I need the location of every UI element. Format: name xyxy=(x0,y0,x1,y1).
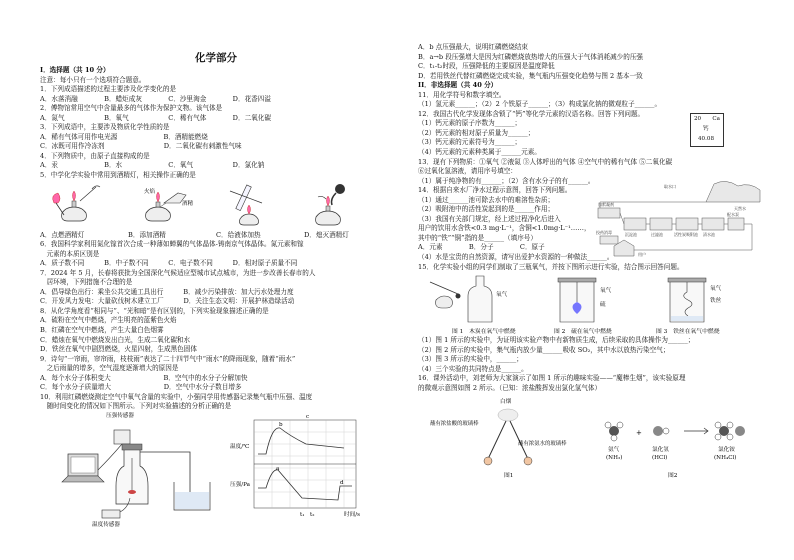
ammonia-name: 氨气 xyxy=(608,447,620,454)
fig2-oxygen-label: 氧气 xyxy=(600,288,612,295)
tick-t2-label: t₂ xyxy=(310,511,315,518)
oxygen-experiments-figure xyxy=(418,272,766,336)
fig2-sulfur-icon xyxy=(558,278,612,322)
intake-label: 取水口 xyxy=(664,184,676,190)
option-line: A．氮气 B．氧气 C．稀有气体 D．二氧化碳 xyxy=(40,113,271,122)
option-line: A．b 点压强最大，说明红磷燃烧结束 xyxy=(418,43,528,51)
question-line: （2）吸附池中的活性炭起到的是______作用； xyxy=(418,205,555,214)
question-line: （3）图 3 所示的实验中，______； xyxy=(418,355,523,364)
fig3-oxygen-label: 氧气 xyxy=(710,286,722,293)
filtering-label: 过滤池 xyxy=(651,232,663,238)
option-line: C．蜡烛在氧气中燃烧发出白光，生成二氧化碳和水 xyxy=(40,335,191,344)
instruction-note: 注意：每小只有一个选项符合题意。 xyxy=(40,75,146,84)
section-heading-choice: I．选择题（共 10 分） xyxy=(40,66,110,74)
element-symbol: Ca xyxy=(712,116,720,123)
clear-water-label: 清水池 xyxy=(703,232,715,238)
question-line: 随时间变化的情况如下图所示。下列对实验描述的分析正确的是 xyxy=(40,402,232,411)
hcl-molecule-icon xyxy=(653,426,669,436)
question-line: 其中的“铁”“铜”指的是______（填序号） xyxy=(418,233,537,242)
magic-smoke-figure xyxy=(418,393,766,479)
question-line: （2）钙元素的相对原子质量为______； xyxy=(418,128,535,137)
add-flocculant-label: 加絮凝剂 xyxy=(598,202,614,208)
question-line: （1）氢元素______；（2）2 个铁原子______；（3）构成氯化钠的微观粒子______。 xyxy=(418,100,662,109)
fig3-iron-icon xyxy=(668,278,722,322)
question-line: 11．用化学符号和数字填空。 xyxy=(418,90,506,99)
ammonium-chloride-formula: (NH₄Cl) xyxy=(714,455,737,462)
fig2-label: 图2 xyxy=(668,473,678,480)
temperature-sensor-icon xyxy=(102,510,120,518)
right-column xyxy=(418,43,766,479)
ammonium-chloride-name: 氯化铵 xyxy=(718,447,735,454)
carbon-label: 活性炭吸附池 xyxy=(674,232,698,238)
fig1-caption: 图 1 木炭在氧气中燃烧 xyxy=(452,329,516,336)
q5-option-b: B．添加酒精 xyxy=(128,230,166,239)
temperature-sensor-label: 温度传感器 xyxy=(92,521,120,528)
smoke-label: 白烟 xyxy=(500,399,512,406)
question-line: （4）三个实验的共同特点是______。 xyxy=(418,364,528,373)
lamp-a-icon xyxy=(53,185,100,220)
option-line: C．开发风力发电：大量砍伐树木建立工厂 D．关注生态文明：开展护林造绿活动 xyxy=(40,297,295,306)
question-line: 10．利用红磷燃烧测定空气中氧气含量的实验中，小强同学用传感器记录集气瓶中压强、温度 xyxy=(40,392,313,401)
question-line: 3．下列成语中，主要涉及物质化学性质的是 xyxy=(40,123,170,132)
question-line: 之后雨量的增多，空气湿度逐渐增大的原因是 xyxy=(40,364,179,373)
flocculant-tank-icon xyxy=(598,208,620,218)
atomic-number: 20 xyxy=(694,116,702,123)
hcl-rod-label: 蘸有浓盐酸的玻璃棒 xyxy=(430,421,479,428)
q10-apparatus-and-graph xyxy=(40,412,392,528)
question-block-6-10 xyxy=(40,240,392,412)
question-line: 的微观示意图如图 2 所示。（已知：浓盐酸挥发出氯化氢气体） xyxy=(418,383,602,392)
question-line: 6．我国科学家利用氮化镓首次合成一种薄如蝉翼的气体晶体-铸南京气体晶体。氮元素和镓 xyxy=(40,240,304,249)
left-column xyxy=(40,0,392,528)
settling-tank-icon xyxy=(624,218,646,230)
option-line: D．铁丝在氧气中剧烈燃烧，火星四射，生成黑色固体 xyxy=(40,345,197,354)
ammonia-rod-label: 蘸有浓氨水的玻璃棒 xyxy=(518,441,567,448)
option-line: A．稀有气体可用作电光源 B．酒精能燃烧 xyxy=(40,132,208,141)
molecule-reaction xyxy=(605,422,745,479)
carbon-tank-icon xyxy=(676,218,698,230)
question-line: （2）图 2 所示的实验中，集气瓶内放少量______吸收 SO₂，其中水以放热污染空气； xyxy=(418,345,670,354)
element-name: 钙 xyxy=(703,126,709,133)
option-line: A．硫粉在空气中燃烧，产生明亮的蓝紫色火焰 xyxy=(40,316,177,325)
pressure-axis-label: 压强/Pa xyxy=(230,481,250,488)
gas-bottle-icon xyxy=(116,444,148,504)
question-line: 16．课外活动中，刘老师为大家演示了如图 1 所示的趣味实验——“魔棒生烟”，该实验原理 xyxy=(418,374,686,383)
sulfur-label: 硫 xyxy=(600,302,606,309)
ammonia-molecule-icon xyxy=(605,422,623,441)
q12-block xyxy=(418,116,766,157)
point-c-label: c xyxy=(306,413,310,420)
hcl-name: 氯化氢 xyxy=(652,447,669,454)
option-line: C．每个水分子质量增大 D．空气中水分子数目增多 xyxy=(40,383,242,392)
fig1-label: 图1 xyxy=(504,473,514,480)
point-a-label: a xyxy=(276,465,280,472)
question-line: （3）钙元素的元素符号为______； xyxy=(418,138,522,147)
question-line: 4．下列物质中，由原子直接构成的是 xyxy=(40,151,150,160)
alcohol-label: 酒精 xyxy=(182,200,194,207)
question-line: （1）属于纯净物的有______；（2）含有水分子的有______。 xyxy=(418,176,595,185)
hcl-formula: (HCl) xyxy=(652,455,668,462)
question-line: ⑥过氧化氢溶液，请用序号填空： xyxy=(418,167,517,176)
lamp-b-icon xyxy=(144,187,194,221)
question-line: 5．中学化学实验中常用到酒精灯，相关操作正确的是 xyxy=(40,171,196,180)
mountain-icon xyxy=(706,182,760,203)
option-line: D．若用铁丝代替红磷燃烧完成实验，集气瓶内压强变化趋势与图 2 基本一致 xyxy=(418,71,643,80)
fig3-caption: 图 3 铁丝在氧气中燃烧 xyxy=(656,329,720,336)
tick-t1-label: t₁ xyxy=(300,511,305,518)
page-title: 化学部分 xyxy=(195,52,237,64)
option-line: B．红磷在空气中燃烧，产生大量白色烟雾 xyxy=(40,326,164,335)
question-line: （4）钙元素的元素种类属于______元素。 xyxy=(418,148,541,157)
question-line: 居环境，下列措施不合理的是 xyxy=(40,278,133,287)
pressure-temperature-graph xyxy=(230,414,360,518)
point-b-label: b xyxy=(279,421,283,428)
disinfect-icon xyxy=(600,236,618,244)
option-line: A．水落消融 B．蜡炬成灰 C．沙里淘金 D．花香四溢 xyxy=(40,94,271,103)
question-block-1-5 xyxy=(40,85,392,180)
natural-water-label: 天然水 xyxy=(734,206,746,212)
clear-water-tank-icon xyxy=(702,218,724,230)
pump-icon xyxy=(728,218,744,230)
water-treatment-diagram xyxy=(594,180,766,258)
temperature-axis-label: 温度/℃ xyxy=(230,443,250,450)
point-d-label: d xyxy=(340,479,344,486)
q5-option-c: C．给液体加热 xyxy=(216,230,261,239)
question-line: 15．化学实验小组的同学们制取了三瓶氧气，并按下图所示进行实验，结合图示回答问题。 xyxy=(418,262,684,271)
laptop-icon xyxy=(62,454,104,482)
beaker-icon xyxy=(174,482,210,510)
magic-smoke-svg xyxy=(418,393,766,479)
disinfect-label: 投药消毒 xyxy=(596,230,612,236)
fig2-caption: 图 2 硫在氧气中燃烧 xyxy=(554,329,612,336)
option-line: A．每个水分子体积变大 B．空气中的水分子分解加快 xyxy=(40,373,248,382)
lamp-c-icon xyxy=(230,185,262,225)
q5-option-d: D．熄灭酒精灯 xyxy=(304,230,349,239)
question-block-10-15 xyxy=(418,43,766,272)
plus-sign: + xyxy=(636,429,642,438)
question-line: 元素的本质区别是 xyxy=(40,249,100,258)
question-line: （3）我国有关部门规定，经上述过程净化后进入 xyxy=(418,214,561,223)
q5-options xyxy=(40,231,392,241)
question-line: 2．傅物馆常用空气中含量最多的气体作为保护文物。该气体是 xyxy=(40,104,223,113)
pressure-sensor-label: 压强传感器 xyxy=(106,412,134,419)
q10-figure xyxy=(40,412,392,528)
iron-wire-label: 铁丝 xyxy=(710,298,722,305)
question-block-15-16 xyxy=(418,336,766,393)
question-line: 7．2024 年 5 月，长春将获批为全国深化气候适应型城市试点城市，为进一步改善长春市的人 xyxy=(40,268,316,277)
flame-label: 火焰 xyxy=(144,188,156,195)
option-line: B．a→b 段压强增大是因为红磷燃烧放热增大的压强大于气体消耗减少的压强 xyxy=(418,52,644,61)
question-line: （1）钙元素的原子序数为______； xyxy=(418,119,522,128)
filter-tank-icon xyxy=(650,218,672,230)
q5-option-a: A．点燃酒精灯 xyxy=(40,230,85,239)
alcohol-lamp-figure xyxy=(40,181,392,231)
fig1-charcoal-icon xyxy=(430,276,508,322)
question-line: 用户的饮用水含铁<0.3 mg·L⁻¹，含铜<1.0mg·L⁻¹……， xyxy=(418,224,591,233)
option-line: A．倡导绿色出行：乘坐公共交通工具出行 B．减少污染排放：加大污水处理力度 xyxy=(40,287,294,296)
option-line: C．冰既可用作冷冻剂 D．二氧化碳有刺激性气味 xyxy=(40,142,242,151)
option-line: C．t₁-t₂时段，压强降低的主要原因是温度降低 xyxy=(418,62,555,71)
question-line: （1）图 1 所示的实验中，为证明该实验产物中有新物质生成，后续采取的具体操作为______； xyxy=(418,336,695,345)
ammonia-formula: (NH₃) xyxy=(606,455,623,462)
option-line: A．质子数不同 B．中子数不同 C．电子数不同 D．相对原子质量不同 xyxy=(40,259,298,268)
temperature-curve xyxy=(258,428,344,454)
ammonium-chloride-molecule-icon xyxy=(715,422,745,440)
pressure-sensor-icon xyxy=(114,430,130,444)
calcium-element-card xyxy=(690,113,724,147)
pump-label: 配水泵 xyxy=(727,212,739,218)
reaction-arrow-icon xyxy=(684,428,708,434)
question-line: 1．下列成语描述的过程主要涉及化学变化的是 xyxy=(40,85,177,94)
oxygen-experiments-svg xyxy=(418,272,766,336)
question-line: 13．现有下列物质：①氧气 ②液氮 ③人体呼出的气体 ④空气中的稀有气体 ⑤二氧化碳 xyxy=(418,157,673,166)
alcohol-lamp-illustrations xyxy=(40,181,392,231)
section-heading-non-choice: II．非选择题（共 40 分） xyxy=(418,81,498,90)
lamp-d-icon xyxy=(316,184,345,225)
question-line: 14．根据自来水厂净水过程示意图，回答下列问题。 xyxy=(418,186,572,195)
atomic-mass: 40.08 xyxy=(698,136,715,143)
user-label: 用户 xyxy=(638,252,646,258)
smoke-rods-icon xyxy=(430,397,567,479)
option-line: A．汞 B．水 C．氧气 D．氯化钠 xyxy=(40,161,265,170)
question-line: 9．诗句“一帘雨，帘帘雨，枝枝雨”表达了二十四节气中“雨水”的降雨现象，随着“雨水” xyxy=(40,354,296,363)
time-axis-label: 时间/s xyxy=(344,511,360,518)
fig1-oxygen-label: 氧气 xyxy=(496,292,508,299)
question-line: 8．从化学角度看“相同与”、“光和暗”是有区别的，下列实验现象描述正确的是 xyxy=(40,306,269,315)
option-line: A．元素 B．分子 C．原子 xyxy=(418,243,545,252)
settling-label: 沉淀池 xyxy=(625,232,637,238)
question-line: 12．我国古代化学发现体含锁了“钙”等化学元素的汉语名称。回答下列问题。 xyxy=(418,109,645,118)
question-line: （1）通过______池可除去水中的难溶性杂质； xyxy=(418,195,555,204)
question-line: （4）水是宝贵的自然资源，请写出爱护水资源的一种做法______。 xyxy=(418,253,614,262)
